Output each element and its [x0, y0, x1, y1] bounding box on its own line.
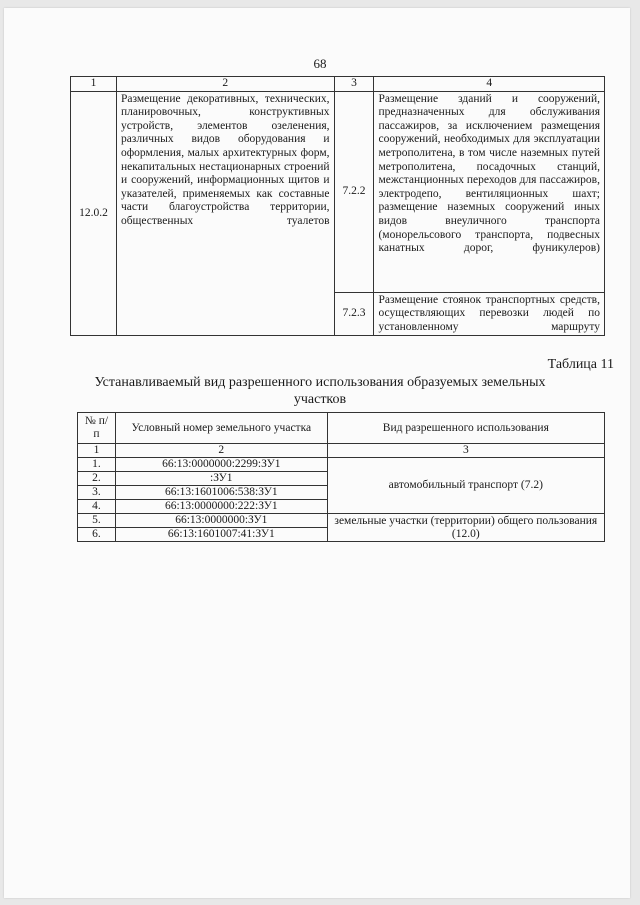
use-description-cell: Размещение стоянок транспортных средств, осуществляющих перевозки людей по установленному маршруту [374, 292, 605, 336]
row-number: 2. [78, 472, 116, 486]
use-code-cell: 12.0.2 [71, 91, 117, 336]
row-number: 4. [78, 500, 116, 514]
cadastral-number: 66:13:0000000:2299:ЗУ1 [115, 458, 327, 472]
use-description-cell: Размещение декоративных, технических, планировочных, конструктивных устройств, элементов озеленения, различных видов оборудования и оформления, малых архитектурных форм, некапитальных нестационарных строений и сооружений, информационных щитов и указателей, применяемых как составные части благоустройства территории, общественных туалетов [116, 91, 334, 336]
table-row [78, 458, 605, 472]
table-caption: Таблица 11 [547, 357, 614, 372]
use-description-cell: Размещение зданий и сооружений, предназначенных для обслуживания пассажиров, за исключением размещения сооружений, необходимых для эксплуатации метрополитена, в том числе наземных путей метрополитена, посадочных станций, межстанционных переходов для пассажиров, электродепо, вентиляционных шахт; размещение наземных сооружений иных видов внеуличного транспорта (монорельсового транспорта, подвесных канатных дорог, фуникулеров) [374, 91, 605, 292]
use-code-cell: 7.2.3 [334, 292, 374, 336]
column-number: 3 [334, 77, 374, 92]
column-number: 3 [327, 444, 604, 458]
row-number: 5. [78, 514, 116, 528]
table-row [78, 514, 605, 528]
page-number: 68 [313, 56, 327, 71]
cadastral-number: :ЗУ1 [115, 472, 327, 486]
table-header-row [78, 413, 605, 444]
row-number: 3. [78, 486, 116, 500]
permitted-use-cell: автомобильный транспорт (7.2) [327, 458, 604, 514]
table-title: Устанавливаемый вид разрешенного использования образуемых земельных участков [94, 375, 546, 407]
column-number: 4 [374, 77, 605, 92]
header-number: № п/п [78, 413, 116, 444]
land-use-table-continued [70, 76, 605, 336]
use-code-cell: 7.2.2 [334, 91, 374, 292]
header-cadastral-number: Условный номер земельного участка [115, 413, 327, 444]
header-permitted-use: Вид разрешенного использования [327, 413, 604, 444]
column-number: 2 [116, 77, 334, 92]
table-row [71, 91, 605, 292]
cadastral-number: 66:13:0000000:222:ЗУ1 [115, 500, 327, 514]
cadastral-number: 66:13:1601006:538:ЗУ1 [115, 486, 327, 500]
column-number: 2 [115, 444, 327, 458]
permitted-use-cell: земельные участки (территории) общего пользования (12.0) [327, 514, 604, 542]
permitted-use-table [77, 412, 605, 542]
column-number: 1 [71, 77, 117, 92]
table-header-row [71, 77, 605, 92]
column-number-row [78, 444, 605, 458]
row-number: 6. [78, 528, 116, 542]
row-number: 1. [78, 458, 116, 472]
cadastral-number: 66:13:1601007:41:ЗУ1 [115, 528, 327, 542]
column-number: 1 [78, 444, 116, 458]
cadastral-number: 66:13:0000000:ЗУ1 [115, 514, 327, 528]
